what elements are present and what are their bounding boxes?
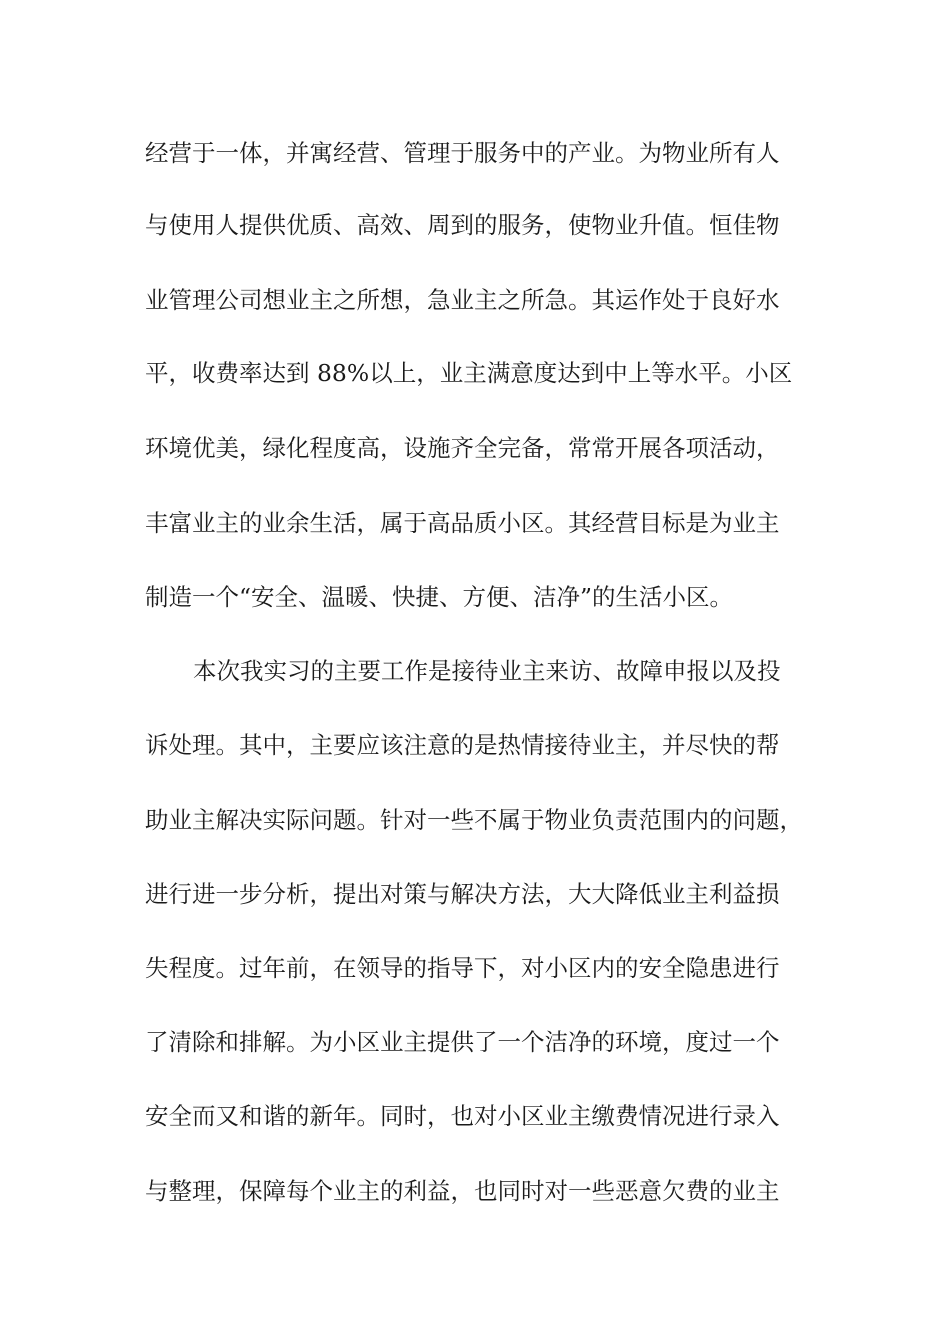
paragraph-line: 了清除和排解。为小区业主提供了一个洁净的环境，度过一个	[145, 1028, 780, 1056]
paragraph-line: 与使用人提供优质、高效、周到的服务，使物业升值。恒佳物	[145, 211, 780, 239]
paragraph-line: 助业主解决实际问题。针对一些不属于物业负责范围内的问题，	[145, 806, 803, 834]
paragraph-line: 安全而又和谐的新年。同时，也对小区业主缴费情况进行录入	[145, 1102, 780, 1130]
paragraph-line: 制造一个“安全、温暖、快捷、方便、洁净”的生活小区。	[145, 583, 734, 611]
paragraph-line: 与整理，保障每个业主的利益，也同时对一些恶意欠费的业主	[145, 1177, 780, 1205]
paragraph-line: 诉处理。其中，主要应该注意的是热情接待业主，并尽快的帮	[145, 731, 780, 759]
paragraph-line: 平，收费率达到 88%以上，业主满意度达到中上等水平。小区	[145, 359, 793, 387]
paragraph-line: 进行进一步分析，提出对策与解决方法，大大降低业主利益损	[145, 880, 780, 908]
paragraph-line: 环境优美，绿化程度高，设施齐全完备，常常开展各项活动，	[145, 434, 780, 462]
paragraph-line: 经营于一体，并寓经营、管理于服务中的产业。为物业所有人	[145, 139, 780, 167]
paragraph-line: 失程度。过年前，在领导的指导下，对小区内的安全隐患进行	[145, 954, 780, 982]
paragraph-line: 丰富业主的业余生活，属于高品质小区。其经营目标是为业主	[145, 509, 780, 537]
paragraph-line: 业管理公司想业主之所想，急业主之所急。其运作处于良好水	[145, 286, 780, 314]
paragraph-first-line: 本次我实习的主要工作是接待业主来访、故障申报以及投	[193, 657, 781, 685]
